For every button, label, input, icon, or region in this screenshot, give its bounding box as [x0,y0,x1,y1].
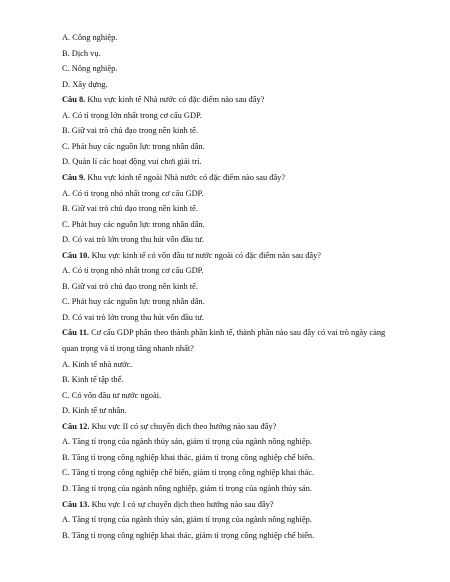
question-line [62,329,420,337]
question-text: Khu vực kinh tế ngoài Nhà nước có đặc điểm nào sau đây? [85,173,286,182]
question-line [62,96,420,104]
question-line [62,174,420,182]
question-text: Khu vực I có sự chuyển dịch theo hướng nào sau đây? [89,499,274,509]
answer-option: A. Kinh tế nhà nước. [62,359,133,369]
question-line [62,252,420,260]
answer-option: A. Tăng tỉ trọng của ngành thủy sản, giảm tỉ trọng của ngành nông nghiệp. [62,437,312,447]
answer-option: B. Tăng tỉ trọng công nghiệp khai thác, giảm tỉ trọng công nghiệp chế biến. [62,452,315,462]
answer-option: A. Có tỉ trọng nhỏ nhất trong cơ cấu GDP. [62,188,204,198]
answer-option: C. Tăng tỉ trọng công nghiệp chế biến, giảm tỉ trọng công nghiệp khai thác. [62,468,315,478]
answer-option: B. Kinh tế tập thể. [62,375,124,385]
answer-option: D. Xây dựng. [62,79,108,89]
question-number: Câu 8. [62,95,86,105]
answer-option: B. Tăng tỉ trọng công nghiệp khai thác, giảm tỉ trọng công nghiệp chế biến. [62,530,315,540]
answer-option: A. Có tỉ trọng nhỏ nhất trong cơ cấu GDP. [62,266,204,276]
question-text: Khu vực kinh tế có vốn đầu tư nước ngoài có đặc điểm nào sau đây? [89,250,322,260]
question-continuation: quan trọng và tỉ trọng tăng nhanh nhất? [62,344,194,353]
answer-option: D. Tăng tỉ trọng của ngành nông nghiệp, giảm tỉ trọng của ngành thủy sản. [62,484,312,493]
question-number: Câu 12. [62,421,90,431]
question-line [62,423,420,431]
answer-option: D. Có vai trò lớn trong thu hút vốn đầu tư. [62,235,205,245]
question-line [62,501,420,509]
question-number: Câu 9. [62,173,86,182]
question-number: Câu 13. [62,499,90,509]
answer-option: B. Giữ vai trò chủ đạo trong nền kinh tế. [62,204,198,214]
question-text: Khu vực kinh tế Nhà nước có đặc điểm nào sau đây? [85,95,265,105]
answer-option: B. Giữ vai trò chủ đạo trong nền kinh tế. [62,281,198,291]
answer-option: B. Dịch vụ. [62,48,101,58]
answer-option: C. Phát huy các nguồn lực trong nhân dân. [62,219,205,229]
answer-option: A. Có tỉ trọng lớn nhất trong cơ cấu GDP. [62,110,202,120]
answer-option: D. Kinh tế tư nhân. [62,406,127,416]
question-number: Câu 11. [62,328,89,338]
answer-option: C. Nông nghiệp. [62,64,118,74]
answer-option: C. Có vốn đầu tư nước ngoài. [62,390,162,400]
answer-option: D. Có vai trò lớn trong thu hút vốn đầu tư. [62,312,205,322]
answer-option: C. Phát huy các nguồn lực trong nhân dân. [62,297,205,307]
question-text: Khu vực II có sự chuyển dịch theo hướng nào sau đây? [89,421,277,431]
answer-option: A. Công nghiệp. [62,33,118,42]
answer-option: C. Phát huy các nguồn lực trong nhân dân. [62,141,205,151]
answer-option: A. Tăng tỉ trọng của ngành thủy sản, giảm tỉ trọng của ngành nông nghiệp. [62,515,312,524]
question-text: Cơ cấu GDP phân theo thành phần kinh tế, thành phần nào sau đây có vai trò ngày càng [89,328,386,338]
question-number: Câu 10. [62,250,90,260]
answer-option: D. Quản lí các hoạt động vui chơi giải trí. [62,157,202,167]
answer-option: B. Giữ vai trò chủ đạo trong nền kinh tế. [62,126,198,136]
